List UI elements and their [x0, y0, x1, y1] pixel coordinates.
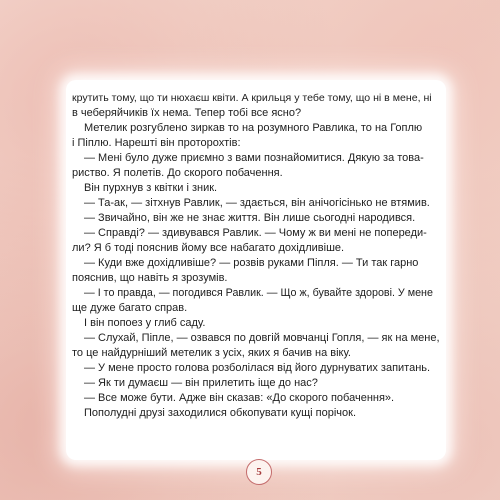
- text-line: — Слухай, Піпле, — озвався по довгій мовчанці Гопля, — як на мене,: [84, 332, 440, 344]
- text-line: — Та-ак, — зітхнув Равлик, — здається, він анічогісінько не втямив.: [84, 197, 430, 209]
- text-line: — Як ти думаєш — він прилетить іще до нас?: [84, 377, 318, 389]
- page-number: 5: [256, 466, 262, 478]
- text-line: — У мене просто голова розболілася від його дурнуватих запитань.: [84, 362, 431, 374]
- text-line: ще дуже багато справ.: [72, 302, 188, 314]
- text-line: ли? Я б тоді пояснив йому все набагато дохідливіше.: [72, 242, 345, 254]
- text-line: — Куди вже дохідливіше? — розвів руками Піпля. — Ти так гарно: [84, 257, 419, 269]
- text-line: — Звичайно, він же не знає життя. Він лише сьогодні народився.: [84, 212, 416, 224]
- text-line: Він пурхнув з квітки і зник.: [84, 182, 218, 194]
- story-text: [72, 91, 440, 421]
- text-line: пояснив, що навіть я зрозумів.: [72, 272, 228, 284]
- text-line: — Все може бути. Адже він сказав: «До скорого побачення».: [84, 392, 395, 404]
- text-line: крутить тому, що ти нюхаєш квіти. А крильця у тебе тому, що ні в мене, ні: [72, 92, 432, 104]
- text-line: — Справді? — здивувався Равлик. — Чому ж ви мені не попереди-: [84, 227, 427, 239]
- text-line: Метелик розгублено зиркав то на розумного Равлика, то на Гоплю: [84, 122, 423, 134]
- text-line: — І то правда, — погодився Равлик. — Що ж, бувайте здорові. У мене: [84, 287, 433, 299]
- text-line: то це найдурніший метелик з усіх, яких я бачив на віку.: [72, 347, 351, 359]
- text-line: Пополудні друзі заходилися обкопувати кущі порічок.: [84, 407, 357, 419]
- text-line: і Пiплю. Нарешті він проторохтів:: [72, 137, 241, 149]
- text-line: І він попоез у глиб саду.: [84, 317, 206, 329]
- page-number-badge: [246, 459, 272, 485]
- text-line: в чеберяйчиків їх нема. Тепер тобі все ясно?: [72, 107, 302, 119]
- text-line: — Мені було дуже приємно з вами познайомитися. Дякую за това-: [84, 152, 424, 164]
- text-line: риство. Я полетів. До скорого побачення.: [72, 167, 283, 179]
